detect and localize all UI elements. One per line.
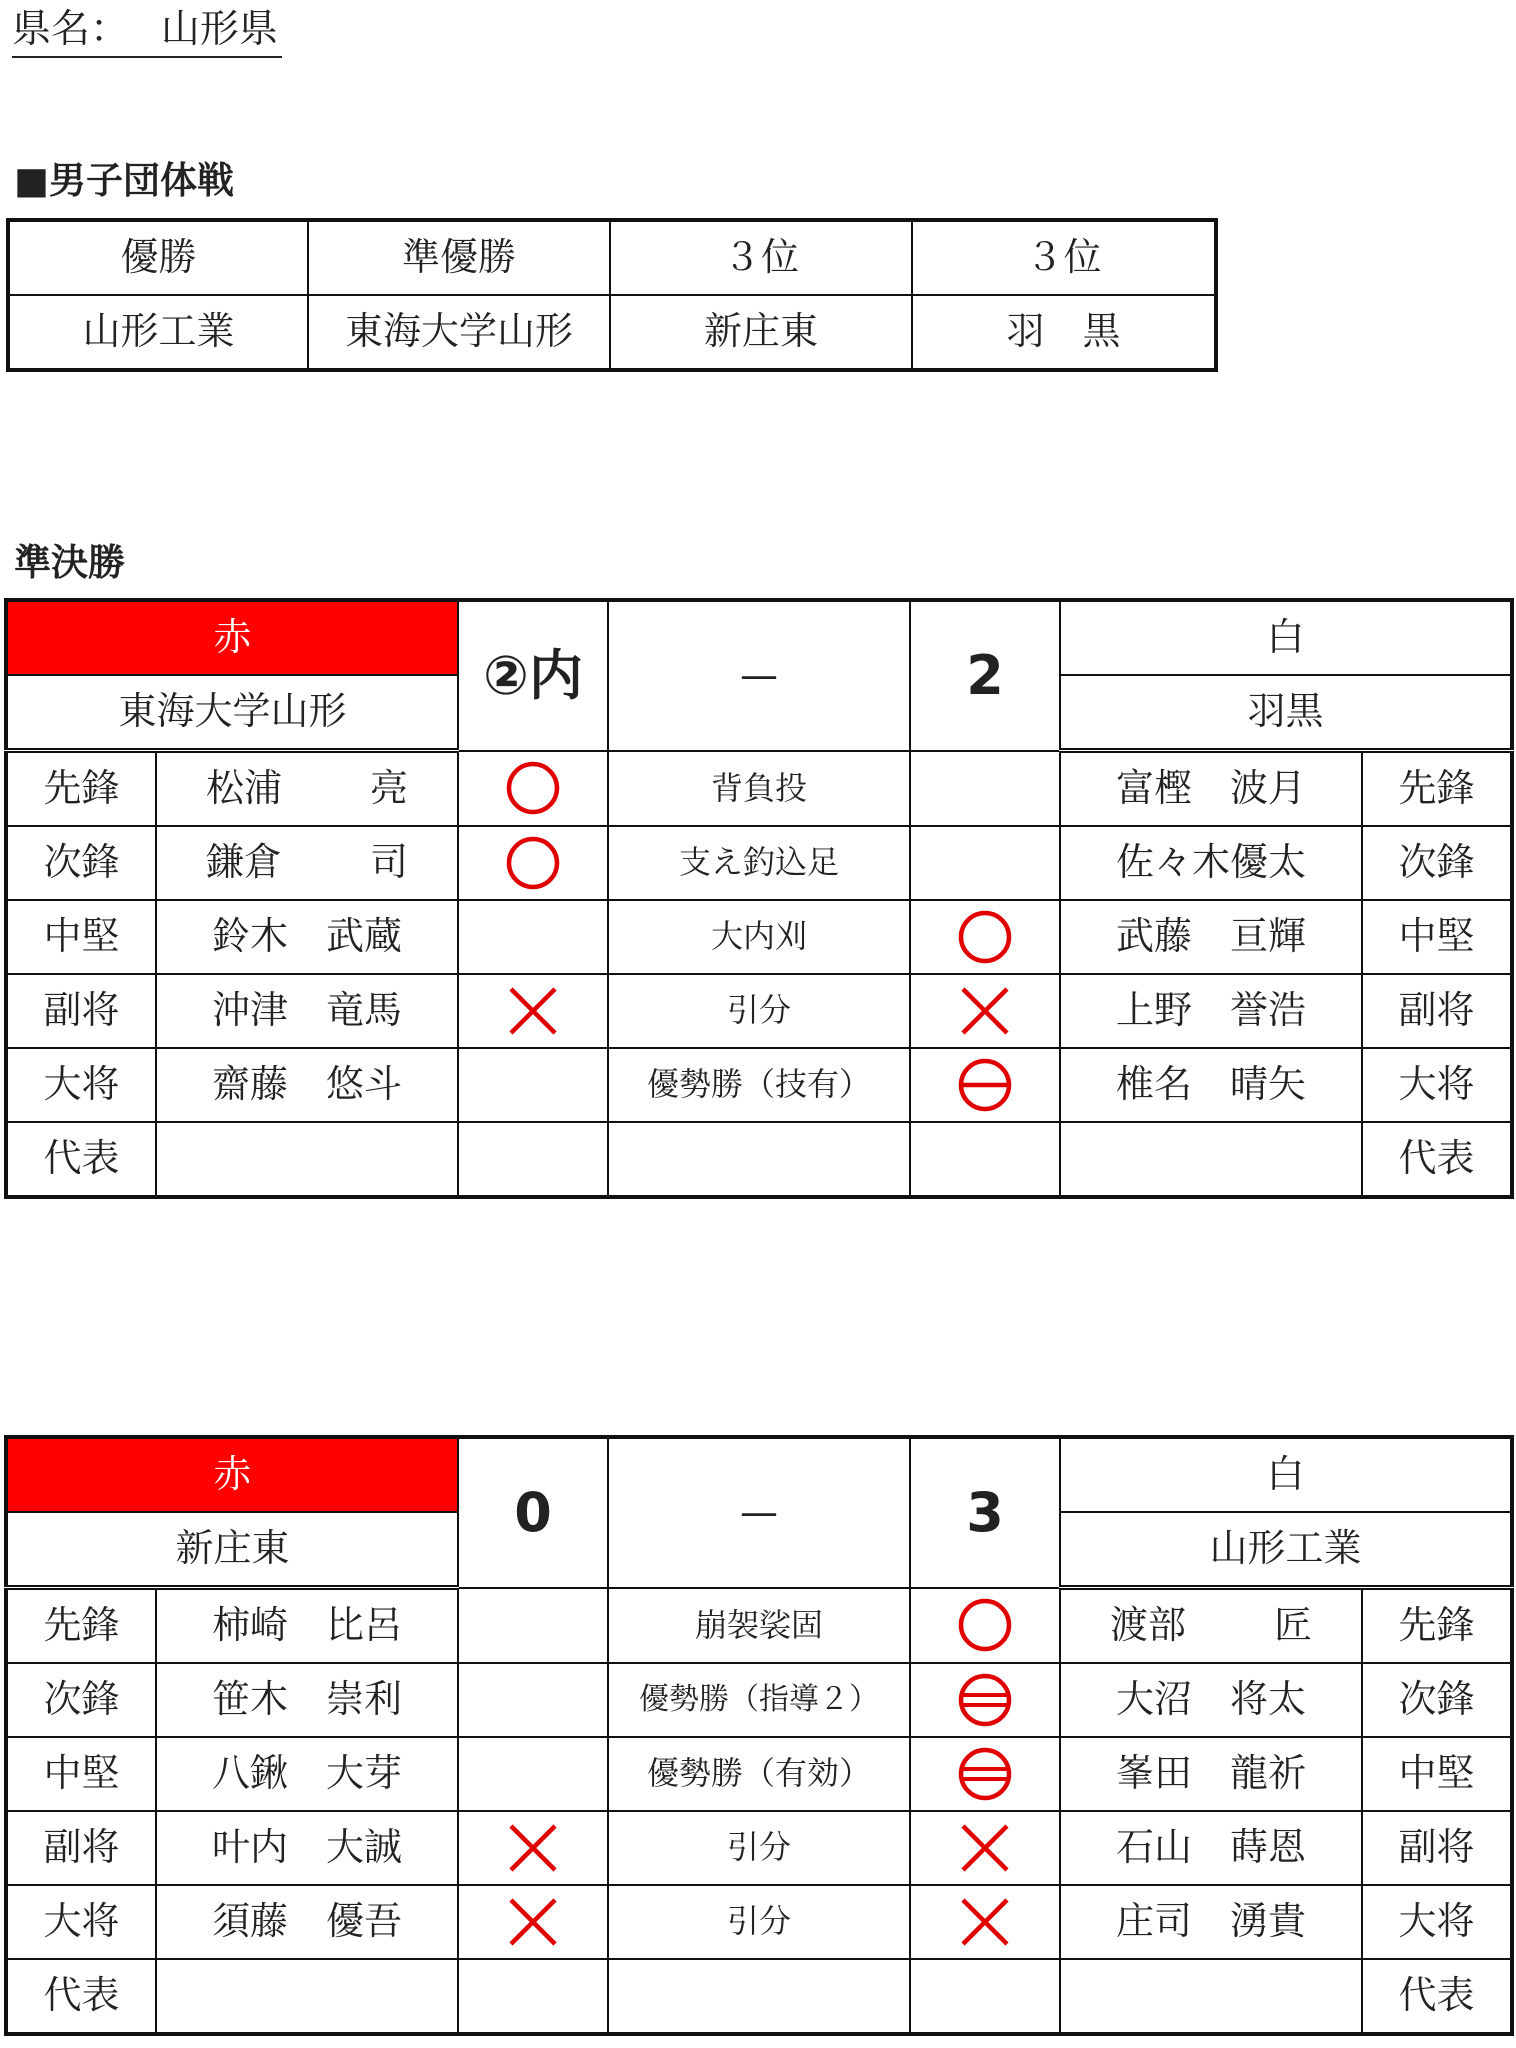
empty-mark (911, 1960, 1059, 2032)
white-result-cell (910, 751, 1060, 827)
white-position: 副将 (1362, 1811, 1512, 1885)
red-side-label: 赤 (6, 600, 458, 675)
white-team-name: 山形工業 (1060, 1512, 1512, 1588)
red-position: 先鋒 (6, 1588, 156, 1664)
empty-mark (911, 827, 1059, 899)
white-player: 峯田 龍祈 (1060, 1737, 1362, 1811)
red-position: 先鋒 (6, 751, 156, 827)
red-position: 代表 (6, 1959, 156, 2034)
red-player (156, 1959, 458, 2034)
white-position: 代表 (1362, 1959, 1512, 2034)
red-team-name: 新庄東 (6, 1512, 458, 1588)
bout-row (6, 1588, 1512, 1664)
rank-team-4: 羽 黒 (912, 295, 1216, 370)
white-player: 上野 誉浩 (1060, 974, 1362, 1048)
white-score: 2 (910, 600, 1060, 751)
red-result-cell (458, 1885, 608, 1959)
white-position: 大将 (1362, 1885, 1512, 1959)
red-score: 0 (458, 1437, 608, 1588)
red-position: 次鋒 (6, 826, 156, 900)
red-team-name: 東海大学山形 (6, 675, 458, 751)
red-result-cell (458, 1663, 608, 1737)
red-player: 八鍬 大芽 (156, 1737, 458, 1811)
red-player: 笹木 崇利 (156, 1663, 458, 1737)
red-result-cell (458, 1048, 608, 1122)
red-result-cell (458, 751, 608, 827)
semifinal-title: 準決勝 (14, 541, 125, 584)
bout-row (6, 974, 1512, 1048)
red-player: 沖津 竜馬 (156, 974, 458, 1048)
white-result-cell (910, 1811, 1060, 1885)
white-player: 武藤 亘輝 (1060, 900, 1362, 974)
rank-header-1: 優勝 (8, 220, 308, 295)
empty-mark (459, 901, 607, 973)
white-result-cell (910, 1588, 1060, 1664)
red-result-cell (458, 1588, 608, 1664)
bout-row (6, 1885, 1512, 1959)
technique: 崩袈裟固 (608, 1588, 910, 1664)
white-result-cell (910, 1885, 1060, 1959)
white-position: 次鋒 (1362, 826, 1512, 900)
match-table-1 (4, 598, 1514, 1199)
score-dash: — (608, 600, 910, 751)
red-player: 鈴木 武蔵 (156, 900, 458, 974)
red-result-cell (458, 900, 608, 974)
white-player: 佐々木優太 (1060, 826, 1362, 900)
cross-mark-icon (911, 1886, 1059, 1958)
red-side-label: 赤 (6, 1437, 458, 1512)
circle-double-mark-icon (911, 1738, 1059, 1810)
technique: 引分 (608, 1885, 910, 1959)
red-player (156, 1122, 458, 1197)
bout-row (6, 1663, 1512, 1737)
bout-row (6, 900, 1512, 974)
rank-team-2: 東海大学山形 (308, 295, 610, 370)
empty-mark (459, 1738, 607, 1810)
red-player: 松浦 亮 (156, 751, 458, 827)
white-side-label: 白 (1060, 600, 1512, 675)
technique: 引分 (608, 1811, 910, 1885)
white-player: 庄司 湧貴 (1060, 1885, 1362, 1959)
white-player: 渡部 匠 (1060, 1588, 1362, 1664)
rank-header-2: 準優勝 (308, 220, 610, 295)
white-player (1060, 1122, 1362, 1197)
technique: 優勢勝（技有） (608, 1048, 910, 1122)
prefecture-label: 県名： 山形県 (12, 4, 282, 58)
white-result-cell (910, 1663, 1060, 1737)
technique: 優勢勝（指導２） (608, 1663, 910, 1737)
red-position: 大将 (6, 1885, 156, 1959)
white-result-cell (910, 1737, 1060, 1811)
circle-double-mark-icon (911, 1664, 1059, 1736)
red-player: 須藤 優吾 (156, 1885, 458, 1959)
match-header-row (6, 600, 1512, 675)
empty-mark (459, 1049, 607, 1121)
white-position: 副将 (1362, 974, 1512, 1048)
red-player: 鎌倉 司 (156, 826, 458, 900)
technique (608, 1122, 910, 1197)
circle-mark-icon (911, 1589, 1059, 1663)
circle-mark-icon (911, 901, 1059, 973)
red-result-cell (458, 826, 608, 900)
section-title: ■男子団体戦 (14, 159, 234, 202)
red-score: ②内 (458, 600, 608, 751)
white-result-cell (910, 1959, 1060, 2034)
red-result-cell (458, 1737, 608, 1811)
bout-row (6, 1048, 1512, 1122)
circle-mark-icon (459, 752, 607, 826)
empty-mark (459, 1123, 607, 1195)
white-player (1060, 1959, 1362, 2034)
red-position: 次鋒 (6, 1663, 156, 1737)
bout-row (6, 1959, 1512, 2034)
rank-header-4: ３位 (912, 220, 1216, 295)
red-position: 大将 (6, 1048, 156, 1122)
bout-row (6, 1737, 1512, 1811)
match-table-2 (4, 1435, 1514, 2036)
score-dash: — (608, 1437, 910, 1588)
rank-team-1: 山形工業 (8, 295, 308, 370)
bout-row (6, 1811, 1512, 1885)
cross-mark-icon (459, 1812, 607, 1884)
white-position: 大将 (1362, 1048, 1512, 1122)
red-result-cell (458, 1959, 608, 2034)
red-position: 中堅 (6, 1737, 156, 1811)
empty-mark (459, 1960, 607, 2032)
red-result-cell (458, 1122, 608, 1197)
cross-mark-icon (911, 1812, 1059, 1884)
white-position: 中堅 (1362, 1737, 1512, 1811)
white-player: 富樫 波月 (1060, 751, 1362, 827)
bout-row (6, 826, 1512, 900)
circle-mark-icon (459, 827, 607, 899)
ranking-header-row (8, 220, 1216, 295)
ranking-table (6, 218, 1218, 372)
red-result-cell (458, 974, 608, 1048)
red-player: 叶内 大誠 (156, 1811, 458, 1885)
ranking-team-row (8, 295, 1216, 370)
red-player: 齋藤 悠斗 (156, 1048, 458, 1122)
white-position: 先鋒 (1362, 1588, 1512, 1664)
cross-mark-icon (911, 975, 1059, 1047)
technique: 引分 (608, 974, 910, 1048)
white-player: 石山 蒔恩 (1060, 1811, 1362, 1885)
rank-team-3: 新庄東 (610, 295, 912, 370)
white-score: 3 (910, 1437, 1060, 1588)
white-team-name: 羽黒 (1060, 675, 1512, 751)
white-result-cell (910, 826, 1060, 900)
empty-mark (911, 752, 1059, 826)
red-position: 中堅 (6, 900, 156, 974)
red-result-cell (458, 1811, 608, 1885)
empty-mark (911, 1123, 1059, 1195)
technique: 大内刈 (608, 900, 910, 974)
red-position: 副将 (6, 1811, 156, 1885)
technique (608, 1959, 910, 2034)
technique: 支え釣込足 (608, 826, 910, 900)
red-position: 副将 (6, 974, 156, 1048)
white-position: 中堅 (1362, 900, 1512, 974)
white-result-cell (910, 900, 1060, 974)
empty-mark (459, 1664, 607, 1736)
white-result-cell (910, 1048, 1060, 1122)
white-position: 先鋒 (1362, 751, 1512, 827)
red-player: 柿崎 比呂 (156, 1588, 458, 1664)
match-header-row (6, 1437, 1512, 1512)
white-position: 次鋒 (1362, 1663, 1512, 1737)
rank-header-3: ３位 (610, 220, 912, 295)
white-position: 代表 (1362, 1122, 1512, 1197)
red-position: 代表 (6, 1122, 156, 1197)
white-side-label: 白 (1060, 1437, 1512, 1512)
white-result-cell (910, 1122, 1060, 1197)
cross-mark-icon (459, 1886, 607, 1958)
bout-row (6, 1122, 1512, 1197)
circle-line-mark-icon (911, 1049, 1059, 1121)
technique: 優勢勝（有効） (608, 1737, 910, 1811)
white-player: 大沼 将太 (1060, 1663, 1362, 1737)
white-player: 椎名 晴矢 (1060, 1048, 1362, 1122)
bout-row (6, 751, 1512, 827)
cross-mark-icon (459, 975, 607, 1047)
empty-mark (459, 1589, 607, 1663)
white-result-cell (910, 974, 1060, 1048)
technique: 背負投 (608, 751, 910, 827)
